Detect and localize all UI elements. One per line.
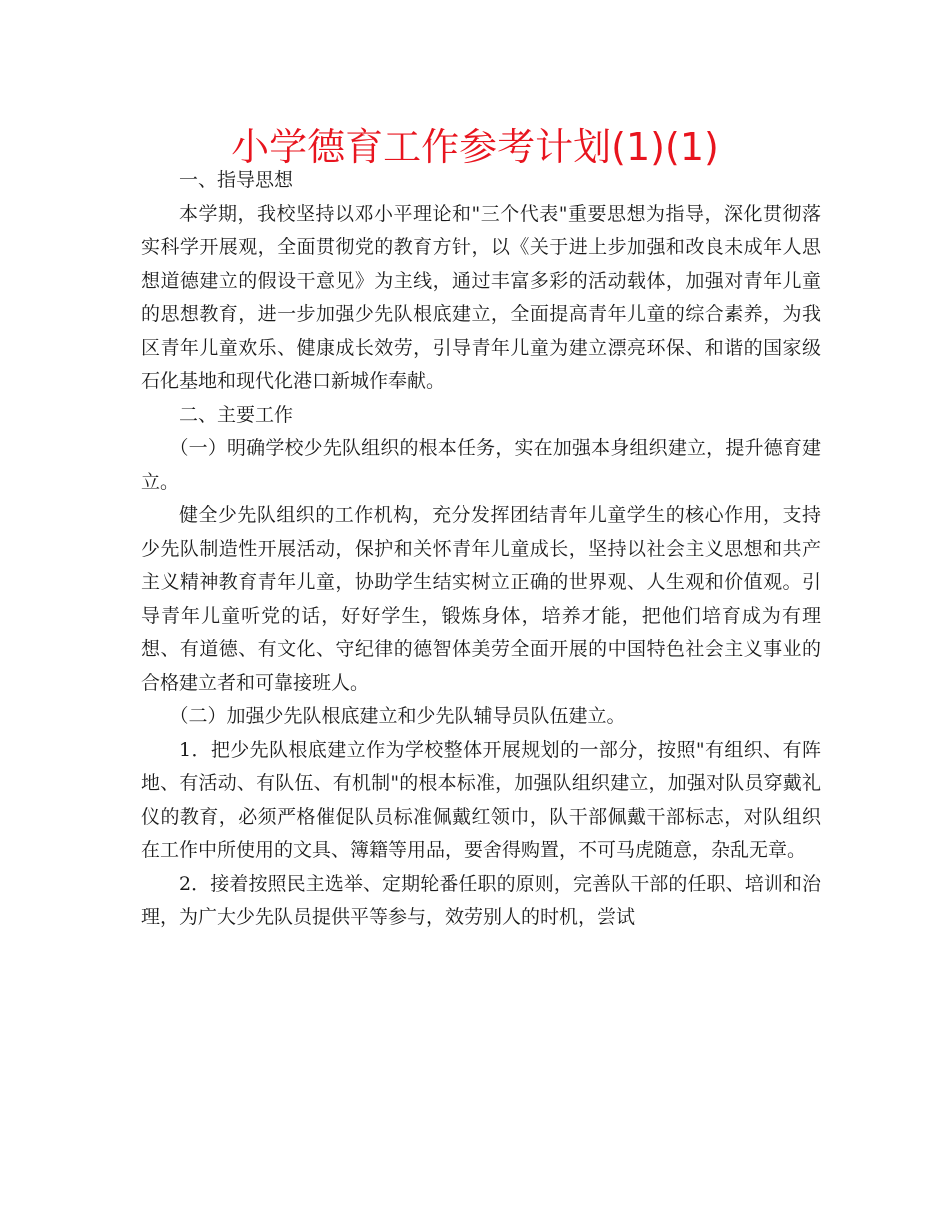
section-heading-main-work: 二、主要工作 [179,403,294,426]
subheading-item-2: （二）加强少先队根底建立和少先队辅导员队伍建立。 [169,705,626,727]
paragraph-guiding-thought: 本学期，我校坚持以邓小平理论和"三个代表"重要思想为指导，深化贯彻落实科学开展观，全面贯彻党的教育方针，以《关于进上步加强和改良未成年人思想道德建立的假设干意见》为主线，通过丰富多彩的活动载体，加强对青年儿童的思想教育，进一步加强少先队根底建立，全面提高青年儿童的综合素养，为我区青年儿童欢乐、健康成长效劳，引导青年儿童为建立漂亮环保、和谐的国家级石化基地和现代化港口新城作奉献。 [141,202,821,392]
paragraph-point-1: 1．把少先队根底建立作为学校整体开展规划的一部分，按照"有组织、有阵地、有活动、有队伍、有机制"的根本标准，加强队组织建立，加强对队员穿戴礼仪的教育，必须严格催促队员标准佩戴红领巾，队干部佩戴干部标志，对队组织在工作中所使用的文具、簿籍等用品，要舍得购置，不可马虎随意，杂乱无章。 [141,738,821,861]
document-title: 小学德育工作参考计划(1)(1) [231,125,719,169]
subheading-item-1: （一）明确学校少先队组织的根本任务，实在加强本身组织建立，提升德育建立。 [141,437,821,493]
paragraph-point-2: 2．接着按照民主选举、定期轮番任职的原则，完善队干部的任职、培训和治理，为广大少先队员提供平等参与，效劳别人的时机，尝试 [141,872,821,928]
paragraph-organization: 健全少先队组织的工作机构，充分发挥团结青年儿童学生的核心作用，支持少先队制造性开展活动，保护和关怀青年儿童成长，坚持以社会主义思想和共产主义精神教育青年儿童，协助学生结实树立正确的世界观、人生观和价值观。引导青年儿童听党的话，好好学生，锻炼身体，培养才能，把他们培育成为有理想、有道德、有文化、守纪律的德智体美劳全面开展的中国特色社会主义事业的合格建立者和可靠接班人。 [141,504,821,694]
section-heading-guiding-thought: 一、指导思想 [179,169,294,191]
document-body [141,164,821,935]
